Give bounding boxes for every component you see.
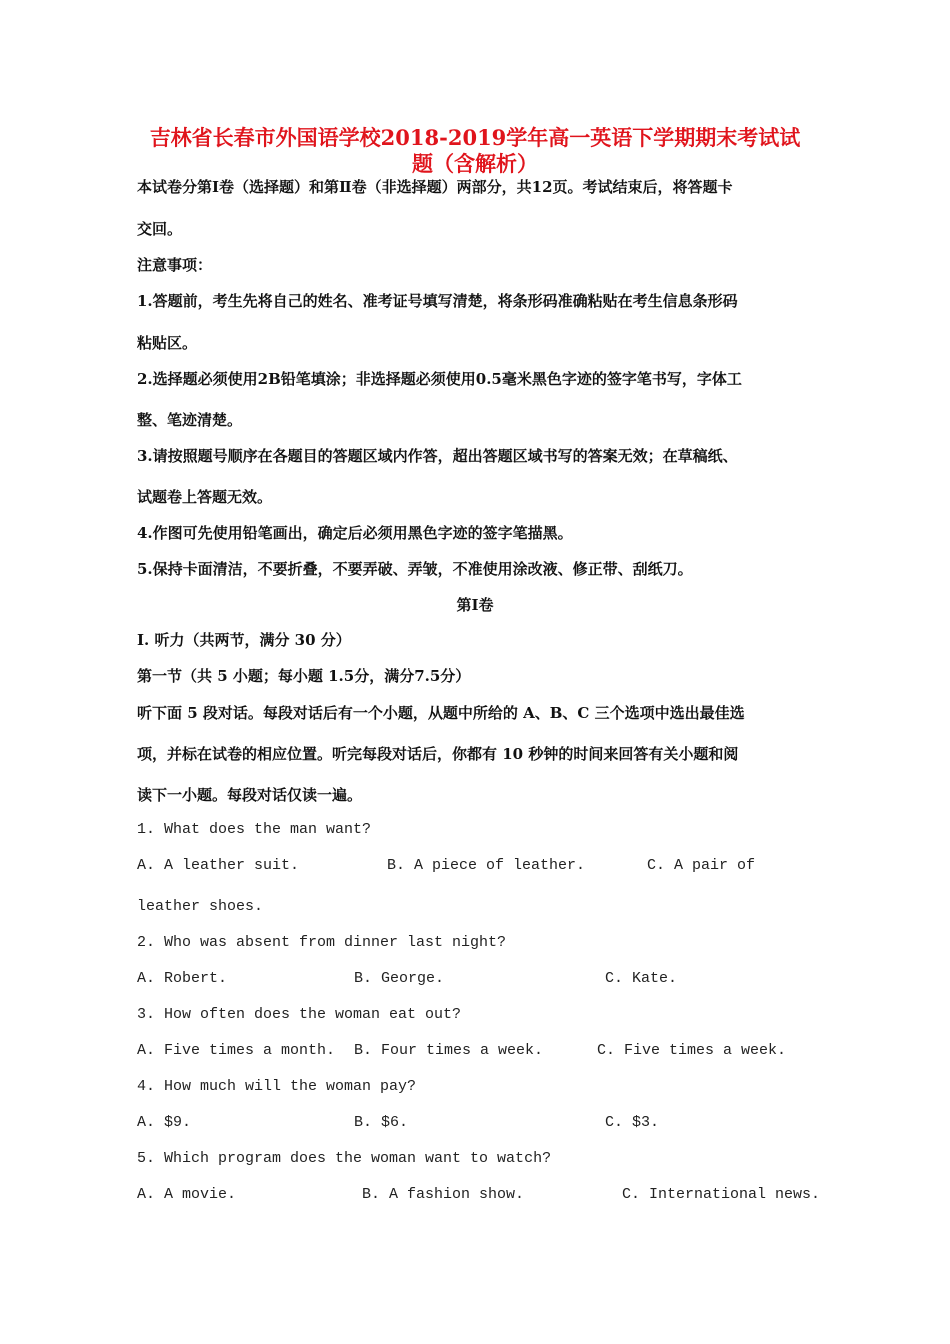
note-item-2-line-1: 2.选择题必须使用2B铅笔填涂；非选择题必须使用0.5毫米黑色字迹的签字笔书写，字体工 [137, 370, 742, 388]
instructions-line-3: 读下一小题。每段对话仅读一遍。 [137, 786, 363, 804]
question-4: 4. How much will the woman pay? [137, 1078, 417, 1095]
question-3-option-b: B. Four times a week. [354, 1042, 544, 1059]
question-5-option-b: B. A fashion show. [362, 1186, 525, 1203]
note-item-5: 5.保持卡面清洁，不要折叠，不要弄破、弄皱，不准使用涂改液、修正带、刮纸刀。 [137, 560, 693, 578]
note-item-1-line-1: 1.答题前，考生先将自己的姓名、准考证号填写清楚，将条形码准确粘贴在考生信息条形码 [137, 292, 738, 310]
question-1-option-c-continued: leather shoes. [137, 898, 264, 915]
question-1-option-b: B. A piece of leather. [387, 857, 586, 874]
question-1-option-c: C. A pair of [647, 857, 756, 874]
question-3-option-a: A. Five times a month. [137, 1042, 336, 1059]
question-2-option-a: A. Robert. [137, 970, 228, 987]
question-2-option-c: C. Kate. [605, 970, 678, 987]
instructions-line-1: 听下面 5 段对话。每段对话后有一个小题，从题中所给的 A、B、C 三个选项中选出最佳选 [137, 704, 745, 722]
instructions-line-2: 项，并标在试卷的相应位置。听完每段对话后，你都有 10 秒钟的时间来回答有关小题和阅 [137, 745, 739, 763]
note-item-2-line-2: 整、笔迹清楚。 [137, 411, 243, 429]
question-4-option-c: C. $3. [605, 1114, 660, 1131]
question-1: 1. What does the man want? [137, 821, 372, 838]
note-item-3-line-2: 试题卷上答题无效。 [137, 488, 273, 506]
note-item-1-line-2: 粘贴区。 [137, 334, 198, 352]
question-4-option-a: A. $9. [137, 1114, 192, 1131]
note-item-4: 4.作图可先使用铅笔画出，确定后必须用黑色字迹的签字笔描黑。 [137, 524, 573, 542]
question-3-option-c: C. Five times a week. [597, 1042, 787, 1059]
question-2-option-b: B. George. [354, 970, 445, 987]
question-5: 5. Which program does the woman want to watch? [137, 1150, 552, 1167]
note-item-3-line-1: 3.请按照题号顺序在各题目的答题区域内作答，超出答题区域书写的答案无效；在草稿纸、 [137, 447, 738, 465]
document-title-line-1: 吉林省长春市外国语学校2018-2019学年高一英语下学期期末考试试 [149, 125, 801, 150]
intro-line-2: 交回。 [137, 220, 183, 238]
question-4-option-b: B. $6. [354, 1114, 409, 1131]
notes-heading: 注意事项： [137, 256, 213, 274]
question-5-option-a: A. A movie. [137, 1186, 237, 1203]
question-1-option-a: A. A leather suit. [137, 857, 300, 874]
section-heading: I. 听力（共两节，满分 30 分） [137, 631, 351, 649]
question-5-option-c: C. International news. [622, 1186, 821, 1203]
question-2: 2. Who was absent from dinner last night? [137, 934, 507, 951]
volume-heading: 第Ⅰ卷 [456, 596, 494, 614]
question-3: 3. How often does the woman eat out? [137, 1006, 462, 1023]
document-title-line-2: 题（含解析） [412, 151, 538, 176]
part-heading: 第一节（共 5 小题；每小题 1.5分，满分7.5分） [137, 667, 471, 685]
intro-line-1: 本试卷分第Ⅰ卷（选择题）和第Ⅱ卷（非选择题）两部分，共12页。考试结束后，将答题卡 [137, 178, 733, 196]
